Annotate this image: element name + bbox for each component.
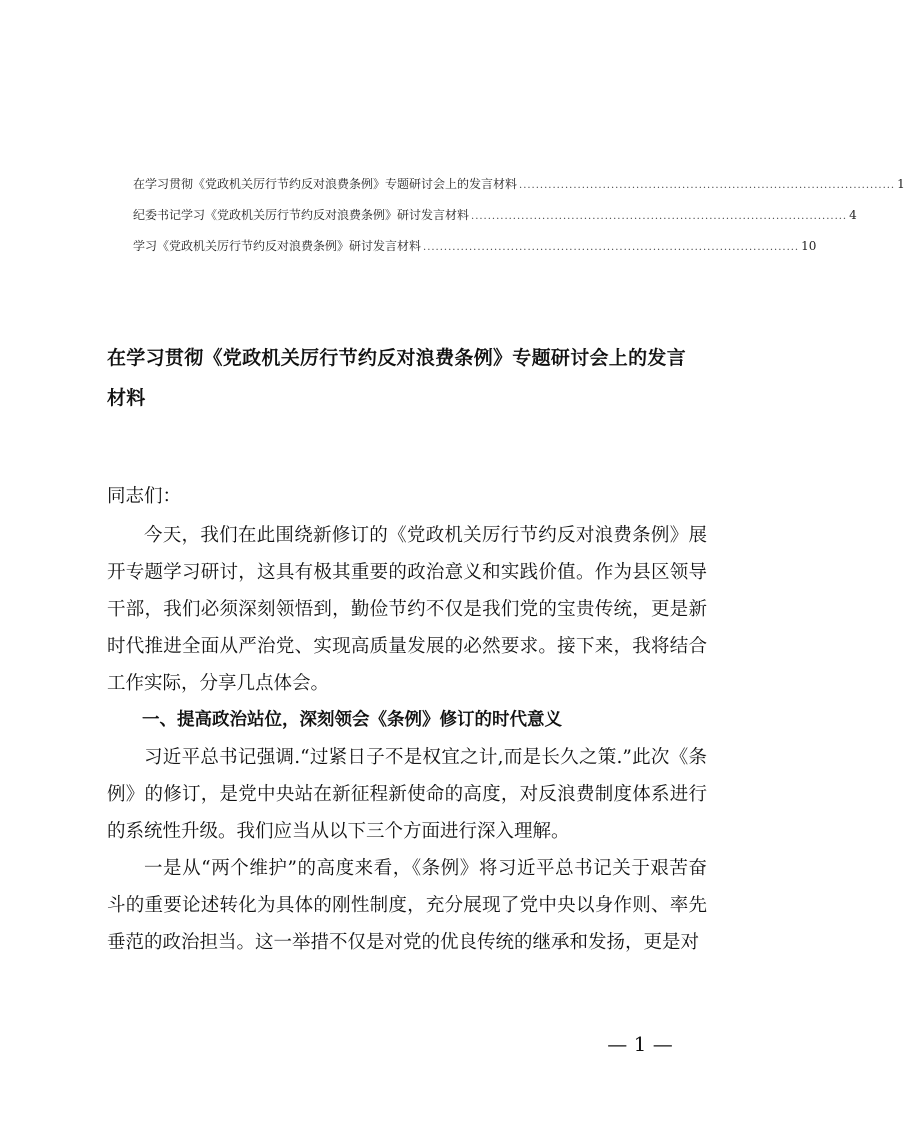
toc-entry-page: 1 bbox=[897, 177, 905, 191]
salutation: 同志们： bbox=[107, 486, 182, 507]
toc-entry[interactable] bbox=[133, 207, 857, 238]
toc-entry-page: 10 bbox=[801, 239, 817, 253]
table-of-contents bbox=[133, 176, 905, 269]
document-title: 在学习贯彻《党政机关厉行节约反对浪费条例》专题研讨会上的发言材料 bbox=[107, 347, 687, 409]
toc-entry-page: 4 bbox=[849, 208, 857, 222]
toc-leader-dots: .......................................................................................... bbox=[519, 180, 896, 191]
paragraph: 一是从“两个维护”的高度来看，《条例》将习近平总书记关于艰苦奋斗的重要论述转化为具体的刚性制度，充分展现了党中央以身作则、率先垂范的政治担当。这一举措不仅是对党的优良传统的继承和发扬，更是对 bbox=[107, 858, 707, 953]
toc-entry[interactable] bbox=[133, 238, 817, 269]
toc-entry-title: 纪委书记学习《党政机关厉行节约反对浪费条例》研讨发言材料 bbox=[133, 208, 470, 222]
paragraph: 习近平总书记强调.“过紧日子不是权宜之计,而是长久之策.”此次《条例》的修订，是党中央站在新征程新使命的高度，对反浪费制度体系进行的系统性升级。我们应当从以下三个方面进行深入理解。 bbox=[107, 747, 707, 842]
toc-entry-title: 学习《党政机关厉行节约反对浪费条例》研讨发言材料 bbox=[133, 239, 422, 253]
toc-entry-title: 在学习贯彻《党政机关厉行节约反对浪费条例》专题研讨会上的发言材料 bbox=[133, 177, 518, 191]
toc-entry[interactable] bbox=[133, 176, 905, 207]
document-body bbox=[107, 478, 707, 961]
toc-leader-dots: .......................................................................................... bbox=[423, 242, 800, 253]
section-heading: 一、提高政治站位，深刻领会《条例》修订的时代意义 bbox=[142, 710, 562, 730]
toc-leader-dots: .......................................................................................... bbox=[471, 211, 848, 222]
paragraph: 今天，我们在此围绕新修订的《党政机关厉行节约反对浪费条例》展开专题学习研讨，这具有极其重要的政治意义和实践价值。作为县区领导干部，我们必须深刻领悟到，勤俭节约不仅是我们党的宝贵传统，更是新时代推进全面从严治党、实现高质量发展的必然要求。接下来，我将结合工作实际，分享几点体会。 bbox=[107, 525, 707, 694]
page-number: — 1 — bbox=[607, 1032, 673, 1056]
